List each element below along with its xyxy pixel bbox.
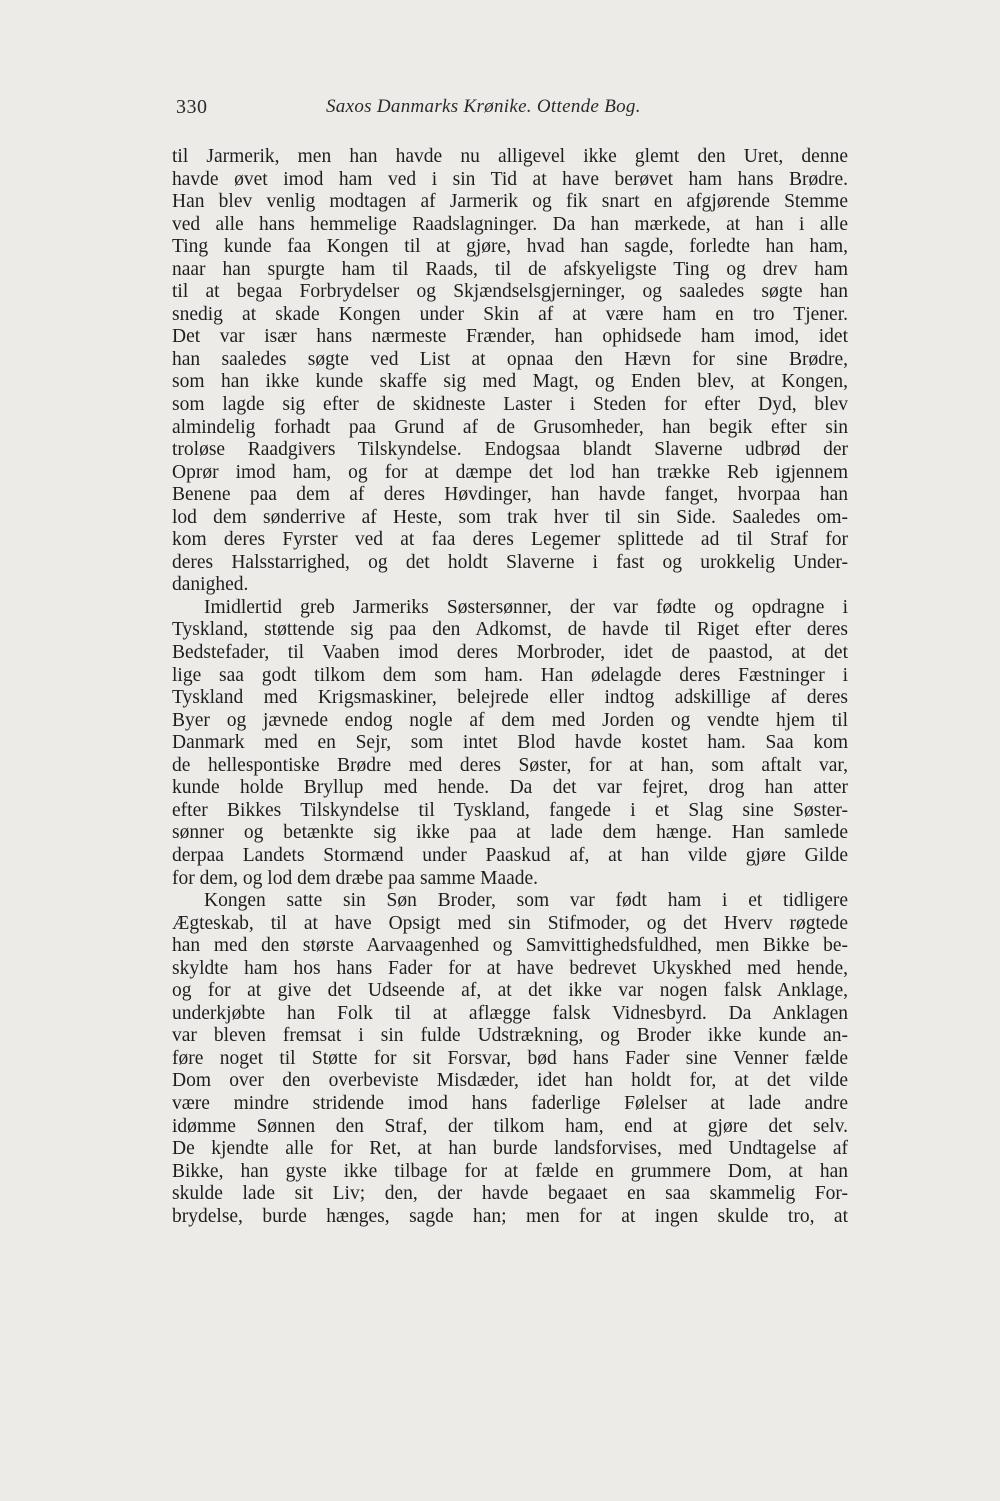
text-line: føre noget til Støtte for sit Forsvar, bød hans Fader sine Venner fælde — [172, 1047, 848, 1069]
text-line: brydelse, burde hænges, sagde han; men for at ingen skulde tro, at — [172, 1205, 848, 1227]
text-line: Byer og jævnede endog nogle af dem med Jorden og vendte hjem til — [172, 709, 848, 731]
running-head — [176, 96, 696, 124]
text-line: underkjøbte han Folk til at aflægge falsk Vidnesbyrd. Da Anklagen — [172, 1002, 848, 1024]
text-line: Bedstefader, til Vaaben imod deres Morbroder, idet de paastod, at det — [172, 642, 848, 664]
text-line: var bleven fremsat i sin fulde Udstrækning, og Broder ikke kunde an- — [172, 1025, 848, 1047]
text-line: efter Bikkes Tilskyndelse til Tyskland, fangede i et Slag sine Søster- — [172, 799, 848, 821]
text-line: troløse Raadgivers Tilskyndelse. Endogsaa blandt Slaverne udbrød der — [172, 439, 848, 461]
text-line: sønner og betænkte sig ikke paa at lade dem hænge. Han samlede — [172, 822, 848, 844]
body-text — [172, 146, 848, 1228]
text-line: skyldte ham hos hans Fader for at have bedrevet Ukyskhed med hende, — [172, 957, 848, 979]
text-line: Kongen satte sin Søn Broder, som var født ham i et tidligere — [204, 890, 848, 912]
text-line: idømme Sønnen den Straf, der tilkom ham, end at gjøre det selv. — [172, 1115, 848, 1137]
text-line: til at begaa Forbrydelser og Skjændselsgjerninger, og saaledes søgte han — [172, 281, 848, 303]
text-line: ved alle hans hemmelige Raadslagninger. Da han mærkede, at han i alle — [172, 213, 848, 235]
text-line: som han ikke kunde skaffe sig med Magt, og Enden blev, at Kongen, — [172, 371, 848, 393]
text-line: derpaa Landets Stormænd under Paaskud af, at han vilde gjøre Gilde — [172, 844, 848, 866]
text-line: han med den største Aarvaagenhed og Samvittighedsfuldhed, men Bikke be- — [172, 935, 848, 957]
text-line: skulde lade sit Liv; den, der havde begaaet en saa skammelig For- — [172, 1183, 848, 1205]
text-line: Bikke, han gyste ikke tilbage for at fælde en grummere Dom, at han — [172, 1160, 848, 1182]
text-line: de hellespontiske Brødre med deres Søster, for at han, som aftalt var, — [172, 754, 848, 776]
text-line: Benene paa dem af deres Høvdinger, han havde fanget, hvorpaa han — [172, 484, 848, 506]
text-line: for dem, og lod dem dræbe paa samme Maade. — [172, 867, 539, 889]
text-line: lod dem sønderrive af Heste, som trak hver til sin Side. Saaledes om- — [172, 506, 848, 528]
text-line: til Jarmerik, men han havde nu alligevel ikke glemt den Uret, denne — [172, 146, 848, 167]
running-head-title: Saxos Danmarks Krønike. Ottende Bog. — [326, 96, 641, 117]
text-line: kunde holde Bryllup med hende. Da det var fejret, drog han atter — [172, 777, 848, 799]
text-line: Tyskland med Krigsmaskiner, belejrede eller indtog adskillige af deres — [172, 687, 848, 709]
text-line: deres Halsstarrighed, og det holdt Slaverne i fast og urokkelig Under- — [172, 551, 848, 573]
text-line: havde øvet imod ham ved i sin Tid at have berøvet ham hans Brødre. — [172, 168, 848, 190]
text-line: være mindre stridende imod hans faderlige Følelser at lade andre — [172, 1092, 848, 1114]
page-number: 330 — [176, 96, 208, 118]
text-line: kom deres Fyrster ved at faa deres Legemer splittede ad til Straf for — [172, 529, 848, 551]
text-line: Oprør imod ham, og for at dæmpe det lod han trække Reb igjennem — [172, 461, 848, 483]
text-line: almindelig forhadt paa Grund af de Grusomheder, han begik efter sin — [172, 416, 848, 438]
text-line: snedig at skade Kongen under Skin af at være ham en tro Tjener. — [172, 303, 848, 325]
text-line: lige saa godt tilkom dem som ham. Han ødelagde deres Fæstninger i — [172, 664, 848, 686]
text-line: danighed. — [172, 574, 249, 596]
text-line: naar han spurgte ham til Raads, til de afskyeligste Ting og drev ham — [172, 258, 848, 280]
text-line: Ægteskab, til at have Opsigt med sin Stifmoder, og det Hverv røgtede — [172, 912, 848, 934]
text-line: og for at give det Udseende af, at det ikke var nogen falsk Anklage, — [172, 980, 848, 1002]
text-line: Dom over den overbeviste Misdæder, idet han holdt for, at det vilde — [172, 1070, 848, 1092]
text-line: Det var især hans nærmeste Frænder, han ophidsede ham imod, idet — [172, 326, 848, 348]
text-line: Imidlertid greb Jarmeriks Søstersønner, der var fødte og opdragne i — [204, 596, 848, 618]
text-line: Ting kunde faa Kongen til at gjøre, hvad han sagde, forledte han ham, — [172, 236, 848, 258]
text-line: De kjendte alle for Ret, at han burde landsforvises, med Undtagelse af — [172, 1138, 848, 1160]
text-line: Tyskland, støttende sig paa den Adkomst, de havde til Riget efter deres — [172, 619, 848, 641]
text-line: han saaledes søgte ved List at opnaa den Hævn for sine Brødre, — [172, 348, 848, 370]
text-line: Danmark med en Sejr, som intet Blod havde kostet ham. Saa kom — [172, 732, 848, 754]
text-line: som lagde sig efter de skidneste Laster i Steden for efter Dyd, blev — [172, 394, 848, 416]
text-line: Han blev venlig modtagen af Jarmerik og fik snart en afgjørende Stemme — [172, 191, 848, 213]
